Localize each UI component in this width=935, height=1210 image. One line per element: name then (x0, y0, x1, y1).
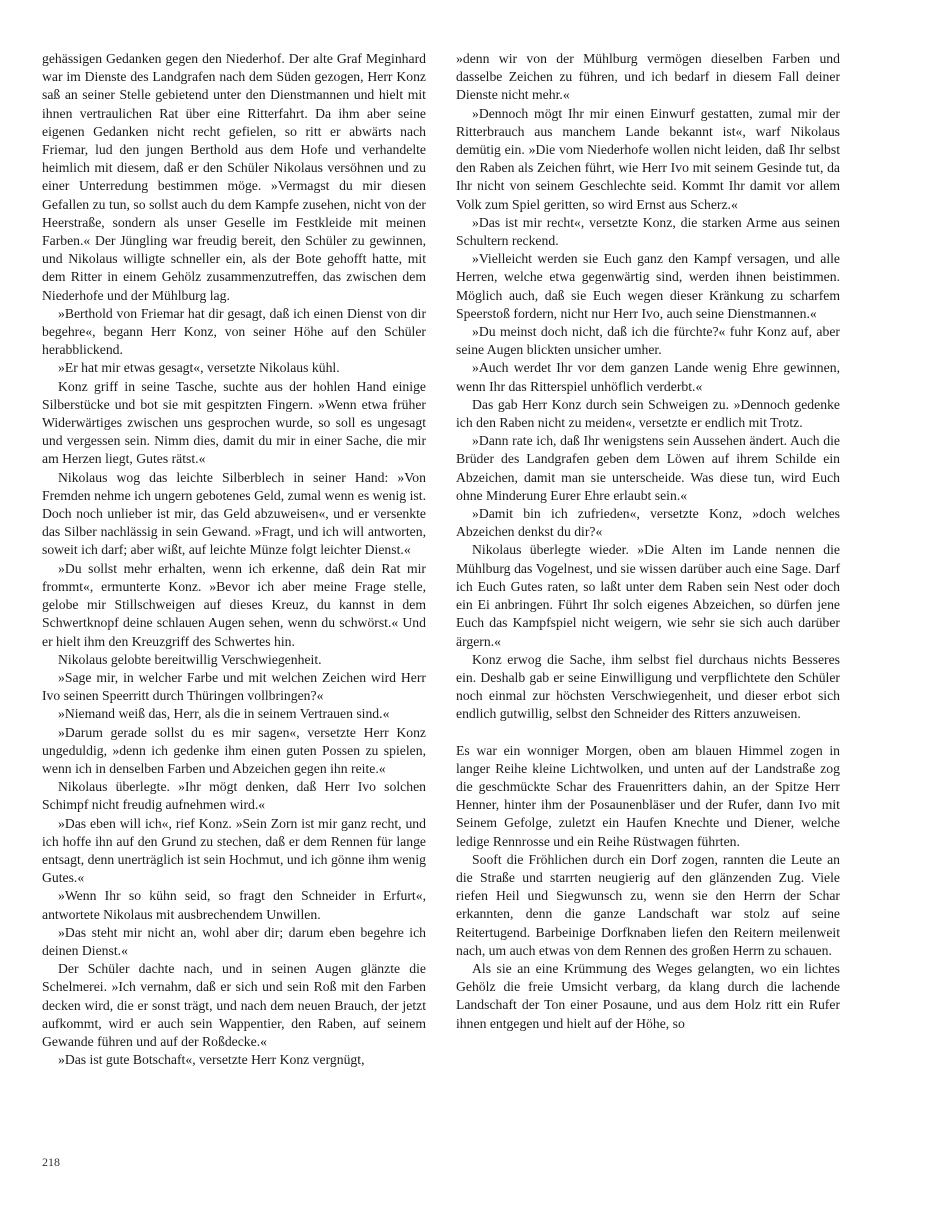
paragraph: Nikolaus gelobte bereitwillig Verschwiegenheit. (58, 651, 322, 667)
paragraph: »Er hat mir etwas gesagt«, versetzte Nikolaus kühl. (58, 360, 340, 376)
paragraph: »Dennoch mögt Ihr mir einen Einwurf gestatten, zumal mir der Ritterbrauch aus manchem Lande bekannt ist«, warf Nikolaus demütig ein. »Die vom Niederhofe wollen nicht leiden, daß Ihr selbst den Raben als Zeichen führt, wie Herr Ivo mit seinem Gesinde tut, da Ihr nicht von seinem Geschlechte seid. Kommt Ihr damit vor allem Volk zum Spiel geritten, so wird Ernst aus Scherz.« (456, 105, 840, 212)
right-column (456, 50, 840, 1033)
paragraph: »Vielleicht werden sie Euch ganz den Kampf versagen, und alle Herren, welche etwa gegenwärtig sind, werden ihnen beistimmen. Möglich auch, daß sie Euch wegen dieser Kränkung zu scharfem Speerstoß fordern, nicht nur Herr Ivo, auch seine Dienstmannen.« (456, 251, 840, 321)
paragraph: »denn wir von der Mühlburg vermögen dieselben Farben und dasselbe Zeichen zu führen, und ich bedarf in diesem Fall deiner Dienste nicht mehr.« (456, 51, 840, 103)
paragraph: »Damit bin ich zufrieden«, versetzte Konz, »doch welches Abzeichen denkst du dir?« (456, 506, 840, 540)
paragraph: »Du meinst doch nicht, daß ich die fürchte?« fuhr Konz auf, aber seine Augen blickten unsicher umher. (456, 324, 840, 358)
paragraph: »Du sollst mehr erhalten, wenn ich erkenne, daß dein Rat mir frommt«, ermunterte Konz. »Bevor ich aber meine Frage stelle, gelobe mir Stillschweigen auf dieses Kreuz, du kannst in dem Schwertknopf deine schlauen Augen sehen, wenn du schwörst.« Und er hielt ihm den Kreuzgriff des Schwertes hin. (42, 560, 426, 649)
paragraph: Konz erwog die Sache, ihm selbst fiel durchaus nichts Besseres ein. Deshalb gab er seine Einwilligung und verpflichtete den Schüler noch einmal zur höchsten Verschwiegenheit, und dieser erbot sich endlich gutwillig, selbst den Schneider des Ritters anzuweisen. (456, 651, 840, 722)
paragraph: »Das eben will ich«, rief Konz. »Sein Zorn ist mir ganz recht, und ich hoffe ihn auf den Grund zu stechen, daß er dem Rennen für lange entsagt, denn unerträglich ist sein Hochmut, und ich gönne ihm wenig Gutes.« (42, 815, 426, 886)
paragraph: Nikolaus überlegte. »Ihr mögt denken, daß Herr Ivo solchen Schimpf nicht freudig aufnehmen wird.« (42, 779, 426, 813)
paragraph: Als sie an eine Krümmung des Weges gelangten, wo ein lichtes Gehölz die freie Umsicht verbarg, da klang durch die lachende Landschaft der Ton einer Posaune, und aus dem Holz ritt ein Rufer ihnen entgegen und hielt auf der Höhe, so (456, 960, 840, 1031)
paragraph: gehässigen Gedanken gegen den Niederhof. Der alte Graf Meginhard war im Dienste des Landgrafen nach dem Süden gezogen, Herr Konz saß an seiner Stelle gebietend unter den Dienstmannen und hielt mit ihnen vertraulichen Rat über eine Ritterfahrt. Da ihm aber seine eigenen Gedanken nicht recht gefielen, so ritt er abwärts nach Friemar, lud den jungen Berthold aus dem Hofe und verhandelte heimlich mit diesem, daß er den Schüler Nikolaus versöhnen und zu einer Unterredung bestimmen möge. »Vermagst du mir diesen Gefallen zu tun, so sollst auch du dem Kampfe zusehen, nicht von der Heerstraße, sondern als unser Geselle im Festkleide mit meinen Farben.« Der Jüngling war freudig bereit, den Schüler zu gewinnen, und Nikolaus willigte schneller ein, als der Bote gehofft hatte, mit dem Ritter in einem Gehölz zusammenzutreffen, das zwischen dem Niederhofe und der Mühlburg lag. (42, 51, 426, 303)
page-number: 218 (42, 1155, 60, 1169)
paragraph: »Berthold von Friemar hat dir gesagt, daß ich einen Dienst von dir begehre«, begann Herr Konz, von seiner Höhe auf den Schüler herabblickend. (42, 305, 426, 358)
paragraph: Nikolaus wog das leichte Silberblech in seiner Hand: »Von Fremden nehme ich ungern gebotenes Geld, zumal wenn es wenig ist. Doch noch unlieber ist mir, das Geld abzuweisen«, und er versenkte das Silber nachlässig in sein Gewand. »Fragt, und ich will antworten, soweit ich darf; aber wißt, auf leichte Münze folgt leichter Dienst.« (42, 469, 426, 558)
section-start-paragraph: Es war ein wonniger Morgen, oben am blauen Himmel zogen in langer Reihe kleine Lichtwolken, und unten auf der Landstraße zog die geschmückte Schar des Frauenritters dahin, an der Spitze Herr Henner, hinter ihm der Posaunenbläser und der Rufer, dann Ivo mit Seinem Gefolge, zuletzt ein Haufen Knechte und Diener, welche ledige Rennrosse und ein Reihe Rüstwagen führten. (456, 742, 840, 849)
paragraph: »Niemand weiß das, Herr, als die in seinem Vertrauen sind.« (58, 706, 390, 722)
paragraph: »Das ist gute Botschaft«, versetzte Herr Konz vergnügt, (58, 1052, 365, 1068)
paragraph: Der Schüler dachte nach, und in seinen Augen glänzte die Schelmerei. »Ich vernahm, daß er sich und sein Roß mit den Farben decken wird, die er sonst trägt, und nach dem neuen Brauch, der jetzt aufkommt, wird er auch sein Wappentier, den Raben, auf seinem Gewande führen und auf der Roßdecke.« (42, 961, 426, 1049)
left-column (42, 50, 426, 1069)
paragraph: »Das steht mir nicht an, wohl aber dir; darum eben begehre ich deinen Dienst.« (42, 924, 426, 958)
paragraph: Nikolaus überlegte wieder. »Die Alten im Lande nennen die Mühlburg das Vogelnest, und sie wissen darüber auch eine Sage. Darf ich Euch Gutes raten, so laßt unter dem Raben sein Nest oder doch ein Ei anbringen. Führt Ihr solch eigenes Abzeichen, so dürfen jene Euch das Kampfspiel nicht weigern, wie sehr sie sich auch darüber ärgern.« (456, 542, 840, 649)
paragraph: Das gab Herr Konz durch sein Schweigen zu. »Dennoch gedenke ich den Raben nicht zu meiden«, versetzte er endlich mit Trotz. (456, 396, 840, 431)
paragraph: »Auch werdet Ihr vor dem ganzen Lande wenig Ehre gewinnen, wenn Ihr das Ritterspiel unhöflich verderbt.« (456, 360, 840, 394)
paragraph: »Darum gerade sollst du es mir sagen«, versetzte Herr Konz ungeduldig, »denn ich gedenke ihm einen guten Possen zu spielen, wenn ich in denselben Farben und Abzeichen gegen ihn reite.« (42, 724, 426, 776)
paragraph: »Sage mir, in welcher Farbe und mit welchen Zeichen wird Herr Ivo seinen Speerritt durch Thüringen vollbringen?« (42, 669, 426, 704)
paragraph: Konz griff in seine Tasche, suchte aus der hohlen Hand einige Silberstücke und bot sie mit gespitzten Fingern. »Wenn etwa früher Widerwärtiges zwischen uns gesprochen wurde, so soll es ungesagt und vergessen sein. Nimm dies, damit du mir in einer Sache, die mir am Herzen liegt, Gutes rätst.« (42, 378, 426, 467)
paragraph: »Wenn Ihr so kühn seid, so fragt den Schneider in Erfurt«, antwortete Nikolaus mit ausbrechendem Unwillen. (42, 888, 426, 922)
paragraph: »Das ist mir recht«, versetzte Konz, die starken Arme aus seinen Schultern reckend. (456, 214, 840, 249)
paragraph: »Dann rate ich, daß Ihr wenigstens sein Aussehen ändert. Auch die Brüder des Landgrafen geben dem Löwen auf ihrem Schilde ein Abzeichen, damit man sie unterscheide. Was diese tun, wird Euch ohne Minderung Eurer Ehre erlaubt sein.« (456, 433, 840, 503)
paragraph: Sooft die Fröhlichen durch ein Dorf zogen, rannten die Leute an die Straße und starrten neugierig auf den glänzenden Zug. Viele riefen Heil und Siegwunsch zu, wenn sie den Herrn der Schar erkannten, denn die ganze Landschaft war stolz auf seine Reitertugend. Barbeinige Dorfknaben liefen den Reitern meilenweit nach, um auch etwas von dem Rennen des großen Herrn zu schauen. (456, 851, 840, 958)
